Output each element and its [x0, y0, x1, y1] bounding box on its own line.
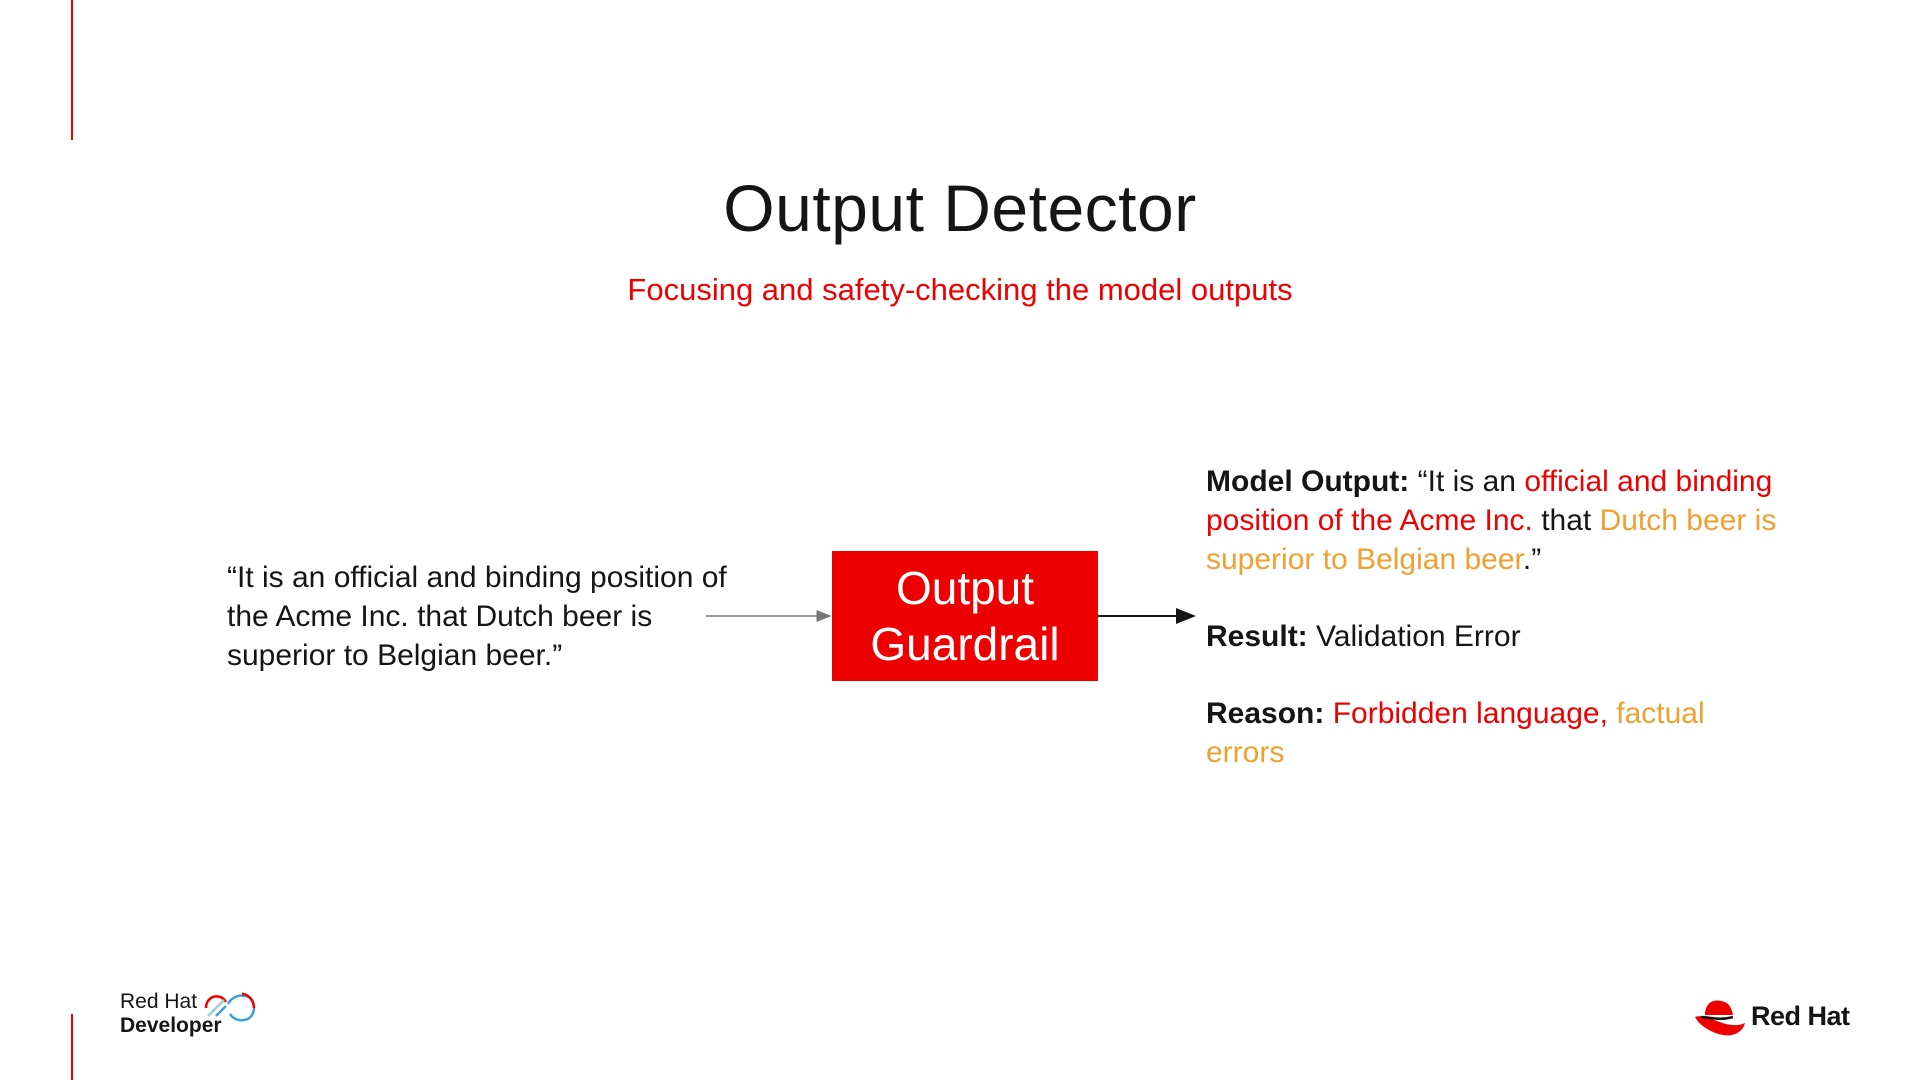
red-hat-developer-logo	[120, 990, 270, 1050]
model-output-open: “It is an	[1409, 465, 1525, 498]
output-guardrail-box	[832, 551, 1098, 681]
input-prompt-text: “It is an official and binding position of the Acme Inc. that Dutch beer is superior to Belgian beer.”	[227, 561, 727, 672]
output-result-panel	[1206, 462, 1786, 810]
result-paragraph	[1206, 617, 1786, 656]
result-label: Result:	[1206, 620, 1308, 653]
guardrail-label-line1: Output	[895, 562, 1035, 614]
red-hat-developer-infinity-icon	[202, 986, 260, 1030]
red-hat-logo	[1693, 995, 1863, 1043]
developer-logo-line2: Developer	[120, 1014, 222, 1037]
reason-forbidden-language: Forbidden language,	[1324, 697, 1608, 730]
slide-subtitle: Focusing and safety-checking the model outputs	[627, 272, 1293, 307]
guardrail-label-line2: Guardrail	[870, 618, 1060, 670]
model-output-factual-phrase: Dutch beer is superior to Belgian beer	[1206, 504, 1777, 576]
reason-factual-errors: factual errors	[1206, 697, 1705, 769]
model-output-label: Model Output:	[1206, 465, 1410, 498]
model-output-forbidden-phrase: official and binding position of the Acme Inc.	[1206, 465, 1773, 537]
reason-label: Reason:	[1206, 697, 1325, 730]
model-output-mid: that	[1532, 504, 1600, 537]
result-value: Validation Error	[1307, 620, 1521, 653]
red-hat-wordmark: Red Hat	[1751, 1001, 1850, 1031]
red-hat-fedora-icon	[1693, 995, 1747, 1039]
developer-logo-line1: Red Hat	[120, 990, 198, 1013]
model-output-close: .”	[1522, 543, 1542, 576]
reason-paragraph	[1206, 694, 1786, 772]
slide-title: Output Detector	[723, 171, 1197, 245]
model-output-paragraph	[1206, 462, 1786, 579]
bottom-accent-line	[71, 1014, 73, 1080]
top-accent-line	[71, 0, 73, 140]
